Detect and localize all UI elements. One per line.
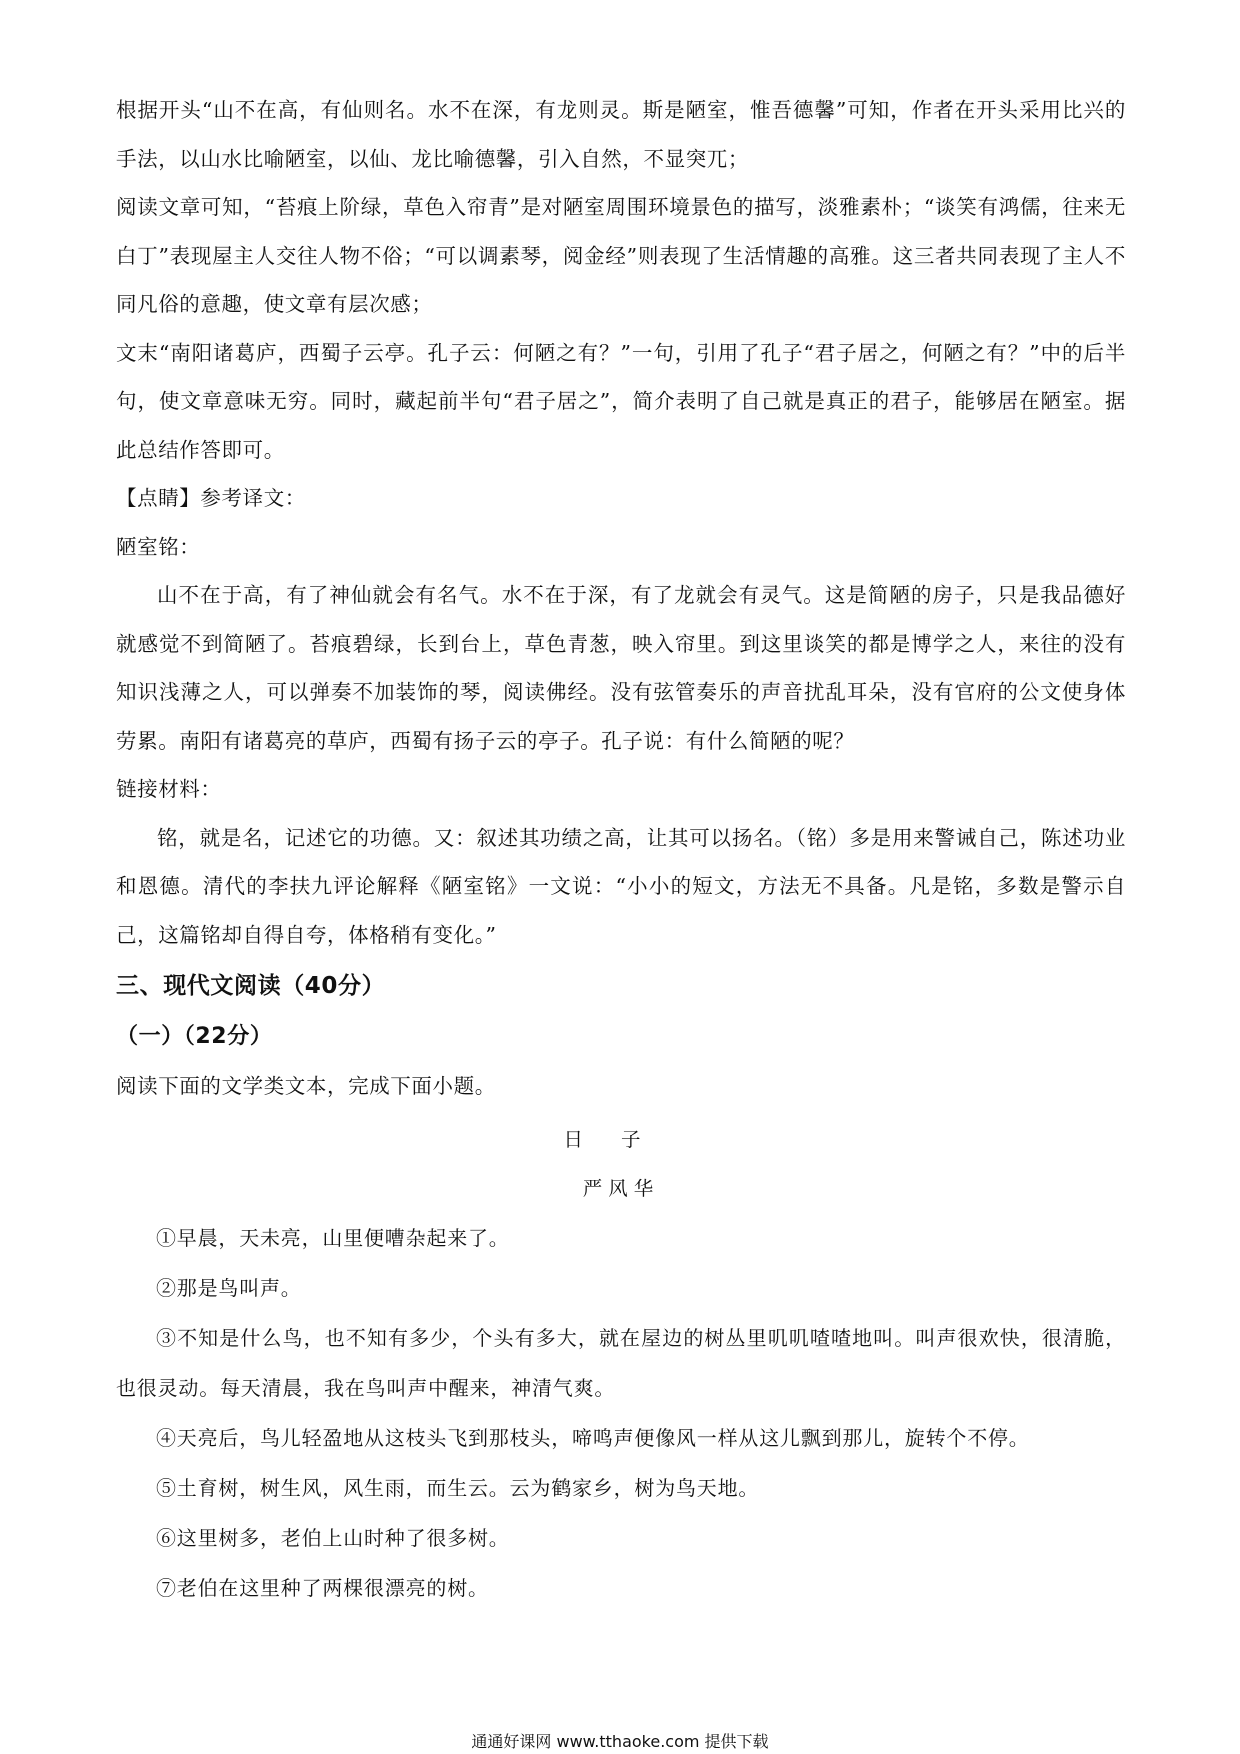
translation-title: 陋室铭： (116, 534, 201, 559)
translation-paragraph: 山不在于高，有了神仙就会有名气。水不在于深，有了龙就会有灵气。这是简陋的房子，只是我品德好就感觉不到简陋了。苔痕碧绿，长到台上，草色青葱，映入帘里。到这里谈笑的都是博学之人，来往的没有知识浅薄之人，可以弹奏不加装饰的琴，阅读佛经。没有弦管奏乐的声音扰乱耳朵，没有官府的公文使身体劳累。南阳有诸葛亮的草庐，西蜀有扬子云的亭子。孔子说：有什么简陋的呢？ (116, 583, 1126, 753)
story-paragraph: ①早晨，天未亮，山里便嘈杂起来了。 (156, 1225, 510, 1250)
link-material-title: 链接材料： (116, 777, 222, 801)
analysis-paragraph-2: 阅读文章可知，“苔痕上阶绿，草色入帘青”是对陋室周围环境景色的描写，淡雅素朴；“谈笑有鸿儒，往来无白丁”表现屋主人交往人物不俗；“可以调素琴，阅金经”则表现了生活情趣的高雅。这三者共同表现了主人不同凡俗的意趣，使文章有层次感； (116, 195, 1126, 316)
reading-instruction: 阅读下面的文学类文本，完成下面小题。 (116, 1074, 496, 1098)
analysis-paragraph-1: 根据开头“山不在高，有仙则名。水不在深，有龙则灵。斯是陋室，惟吾德馨”可知，作者在开头采用比兴的手法，以山水比喻陋室，以仙、龙比喻德馨，引入自然，不显突兀； (116, 98, 1126, 171)
story-author: 严风华 (582, 1176, 660, 1200)
story-text (116, 1213, 1126, 1613)
page-footer: 通通好课网 www.tthaoke.com 提供下载 (471, 1732, 769, 1751)
story-paragraph: ④天亮后，鸟儿轻盈地从这枝头飞到那枝头，啼鸣声便像风一样从这儿飘到那儿，旋转个不停。 (156, 1425, 1030, 1450)
story-title: 日子 (563, 1127, 679, 1151)
dianjing-label: 【点睛】参考译文： (116, 486, 306, 510)
analysis-paragraph-3: 文末“南阳诸葛庐，西蜀子云亭。孔子云：何陋之有？”一句，引用了孔子“君子居之，何陋之有？”中的后半句，使文章意味无穷。同时，藏起前半句“君子居之”，简介表明了自己就是真正的君子，能够居在陋室。据此总结作答即可。 (116, 340, 1126, 462)
sub-heading: （一）（22分） (116, 1024, 273, 1049)
story-paragraph: ⑤土育树，树生风，风生雨，而生云。云为鹤家乡，树为鸟天地。 (156, 1475, 760, 1500)
story-paragraph: ⑥这里树多，老伯上山时种了很多树。 (156, 1525, 510, 1550)
document-body (116, 86, 1126, 1613)
section-heading: 三、现代文阅读（40分） (116, 973, 386, 999)
story-paragraph: ⑦老伯在这里种了两棵很漂亮的树。 (156, 1575, 489, 1600)
link-material-paragraph: 铭，就是名，记述它的功德。又：叙述其功绩之高，让其可以扬名。（铭）多是用来警诫自己，陈述功业和恩德。清代的李扶九评论解释《陋室铭》一文说：“小小的短文，方法无不具备。凡是铭，多数是警示自己，这篇铭却自得自夸，体格稍有变化。” (116, 825, 1126, 947)
story-paragraph: ②那是鸟叫声。 (156, 1275, 302, 1300)
story-paragraph: ③不知是什么鸟，也不知有多少，个头有多大，就在屋边的树丛里叽叽喳喳地叫。叫声很欢快，很清脆，也很灵动。每天清晨，我在鸟叫声中醒来，神清气爽。 (116, 1325, 1126, 1400)
